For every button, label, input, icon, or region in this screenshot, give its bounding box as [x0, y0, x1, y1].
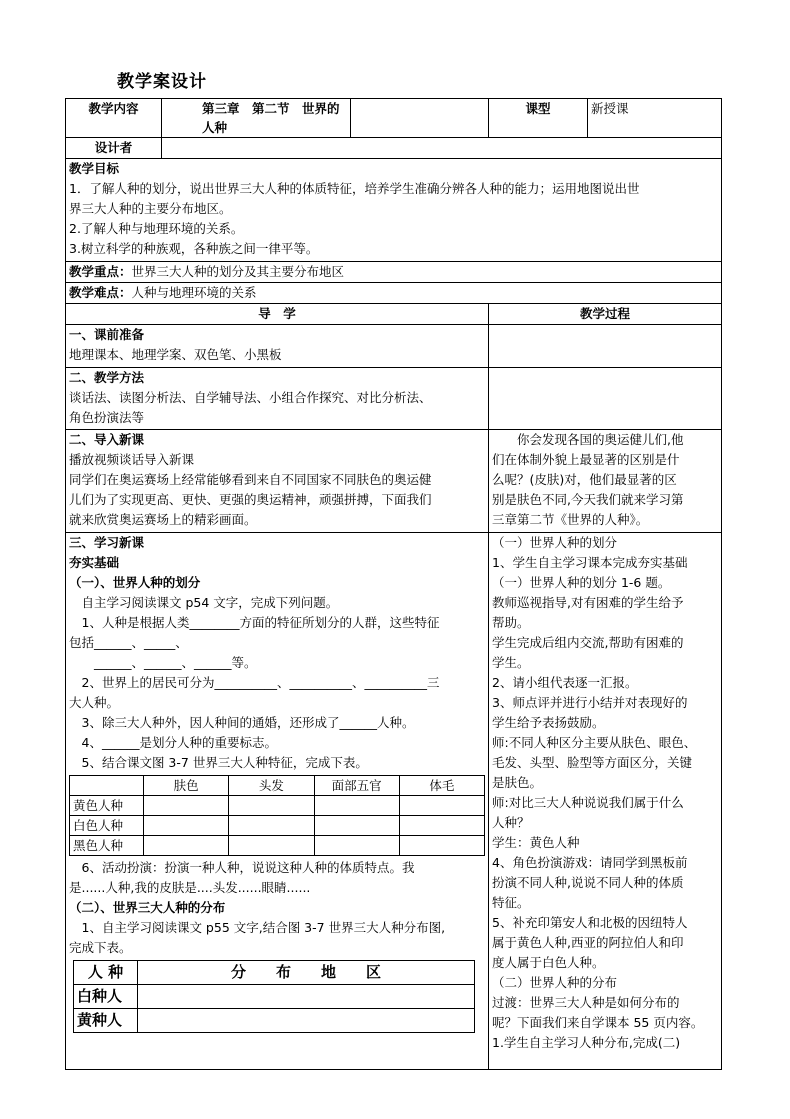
race-distribution-table: [73, 960, 475, 1033]
intro-line: 儿们为了实现更高、更快、更强的奥运精神，顽强拼搏，下面我们: [69, 492, 432, 507]
question-line: 大人种。: [69, 695, 120, 710]
process-line: 师:不同人种区分主要从肤色、眼色、: [492, 735, 697, 750]
foundation-title: 夯实基础: [69, 555, 120, 570]
question-line: 5、结合课文图 3-7 世界三大人种特征，完成下表。: [69, 755, 368, 770]
process-line: 4、角色扮演游戏：请同学到黑板前: [492, 855, 688, 870]
objectives-title: 教学目标: [69, 161, 120, 176]
process-line: 人种？: [492, 815, 530, 830]
process-line: 3、师点评并进行小结并对表现好的: [492, 695, 688, 710]
distribution-line: 1、自主学习阅读课文 p55 文字,结合图 3-7 世界三大人种分布图,: [69, 920, 446, 935]
prep-title: 一、课前准备: [69, 327, 145, 342]
race-traits-table: [69, 775, 485, 856]
guide-column-header: 导 学: [66, 304, 489, 325]
intro-line: 就来欣赏奥运赛场上的精彩画面。: [69, 512, 257, 527]
process-line: 扮演不同人种,说说不同人种的体质: [492, 875, 684, 890]
activity-line: 是......人种,我的皮肤是....头发......眼睛......: [69, 880, 311, 895]
process-line: 学生。: [492, 655, 530, 670]
question-line: ______、______、______等。: [69, 655, 257, 670]
new-lesson-cell: [66, 533, 489, 1070]
new-lesson-title: 三、学习新课: [69, 535, 145, 550]
objective-line: 1．了解人种的划分，说出世界三大人种的体质特征，培养学生准确分辨各人种的能力；运用地图说出世: [69, 181, 640, 196]
intro-process-line: 你会发现各国的奥运健儿们,他: [492, 432, 684, 447]
process-line: 过渡：世界三大人种是如何分布的: [492, 995, 680, 1010]
key-point-cell: [66, 262, 722, 283]
intro-cell: [66, 430, 489, 533]
process-line: 学生给予表扬鼓励。: [492, 715, 605, 730]
method-line: 角色扮演法等: [69, 410, 145, 425]
method-cell: [66, 368, 489, 430]
difficulty-label: 教学难点：: [69, 285, 132, 300]
question-line: 3、除三大人种外，因人种间的通婚，还形成了______人种。: [69, 715, 415, 730]
process-line: 5、补充印第安人和北极的因纽特人: [492, 915, 688, 930]
process-line: 帮助。: [492, 615, 530, 630]
traits-header-cell: 面部五官: [314, 776, 399, 796]
new-lesson-process-cell: [489, 533, 722, 1070]
objectives-cell: [66, 159, 722, 262]
process-line: 师:对比三大人种说说我们属于什么: [492, 795, 684, 810]
question-line: 1、人种是根据人类________方面的特征所划分的人群，这些特征: [69, 615, 440, 630]
process-line: 1、学生自主学习课本完成夯实基础: [492, 555, 688, 570]
key-point-text: 世界三大人种的划分及其主要分布地区: [131, 264, 345, 279]
traits-row-label: 黑色人种: [70, 836, 144, 856]
part2-title: （二）、世界三大人种的分布: [69, 900, 226, 915]
type-label: 课型: [489, 99, 588, 138]
objective-line: 2.了解人种与地理环境的关系。: [69, 221, 244, 236]
designer-value: [162, 138, 722, 159]
question-line: 4、______是划分人种的重要标志。: [69, 735, 277, 750]
process-column-header: 教学过程: [489, 304, 722, 325]
distribution-row-label: 黄种人: [74, 1009, 138, 1033]
activity-line: 6、活动扮演：扮演一种人种，说说这种人种的体质特点。我: [69, 860, 415, 875]
process-line: 特征。: [492, 895, 530, 910]
intro-process-line: 们在体制外貌上最显著的区别是什: [492, 452, 680, 467]
intro-process-line: 三章第二节《世界的人种》。: [492, 512, 649, 527]
process-line: 是肤色。: [492, 775, 543, 790]
lesson-plan-table: [65, 98, 722, 1070]
traits-header-cell: 体毛: [399, 776, 484, 796]
intro-line: 播放视频谈话导入新课: [69, 452, 195, 467]
intro-title: 二、导入新课: [69, 432, 145, 447]
difficulty-text: 人种与地理环境的关系: [131, 285, 257, 300]
process-line: 度人属于白色人种。: [492, 955, 605, 970]
distribution-header-cell: 人 种: [74, 961, 138, 985]
distribution-line: 完成下表。: [69, 940, 132, 955]
prep-text: 地理课本、地理学案、双色笔、小黑板: [69, 347, 282, 362]
objective-line: 界三大人种的主要分布地区。: [69, 201, 232, 216]
content-value: 第三章 第二节 世界的人种: [162, 99, 351, 138]
difficulty-cell: [66, 283, 722, 304]
intro-process-cell: [489, 430, 722, 533]
process-line: （一）世界人种的划分: [492, 535, 618, 550]
question-line: 2、世界上的居民可分为__________、__________、__________三: [69, 675, 440, 690]
part1-title: （一）、世界人种的划分: [69, 575, 201, 590]
prep-cell: [66, 325, 489, 368]
traits-header-cell: [70, 776, 144, 796]
process-line: 1.学生自主学习人种分布,完成(二): [492, 1035, 681, 1050]
traits-header-cell: 头发: [229, 776, 314, 796]
objective-line: 3.树立科学的种族观，各种族之间一律平等。: [69, 241, 319, 256]
process-line: （一）世界人种的划分 1-6 题。: [492, 575, 671, 590]
intro-process-line: 别是肤色不同,今天我们就来学习第: [492, 492, 684, 507]
process-line: 2、请小组代表逐一汇报。: [492, 675, 638, 690]
process-line: 学生：黄色人种: [492, 835, 580, 850]
process-line: 教师巡视指导,对有困难的学生给予: [492, 595, 684, 610]
type-value: 新授课: [588, 99, 722, 138]
content-label: 教学内容: [66, 99, 162, 138]
distribution-row-label: 白种人: [74, 985, 138, 1009]
key-point-label: 教学重点：: [69, 264, 132, 279]
method-line: 谈话法、读图分析法、自学辅导法、小组合作探究、对比分析法、: [69, 390, 432, 405]
process-line: （二）世界人种的分布: [492, 975, 618, 990]
method-title: 二、教学方法: [69, 370, 145, 385]
process-line: 属于黄色人种,西亚的阿拉伯人和印: [492, 935, 684, 950]
process-line: 学生完成后组内交流,帮助有困难的: [492, 635, 684, 650]
question-line: 自主学习阅读课文 p54 文字，完成下列问题。: [69, 595, 339, 610]
question-line: 包括______、_____、: [69, 635, 188, 650]
document-title: 教学案设计: [117, 72, 207, 92]
traits-row-label: 黄色人种: [70, 796, 144, 816]
process-line: 呢？下面我们来自学课本 55 页内容。: [492, 1015, 704, 1030]
designer-label: 设计者: [66, 138, 162, 159]
process-line: 毛发、头型、脸型等方面区分，关键: [492, 755, 693, 770]
distribution-header-cell: 分 布 地 区: [138, 961, 475, 985]
intro-process-line: 么呢？(皮肤)对，他们最显著的区: [492, 472, 677, 487]
traits-header-cell: 肤色: [144, 776, 229, 796]
intro-line: 同学们在奥运赛场上经常能够看到来自不同国家不同肤色的奥运健: [69, 472, 432, 487]
traits-row-label: 白色人种: [70, 816, 144, 836]
